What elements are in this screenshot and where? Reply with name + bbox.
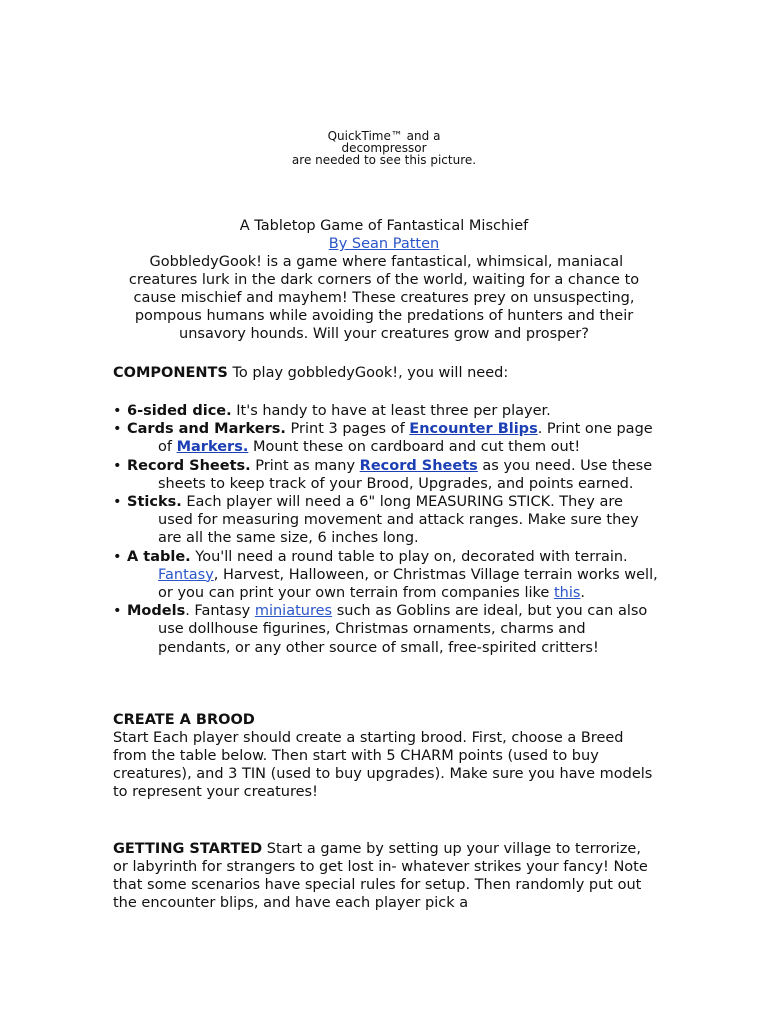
fantasy-link[interactable]: Fantasy (158, 566, 214, 583)
intro-text: GobbledyGook! is a game where fantastical, whimsical, maniacal creatures lurk in the dark corners of the world, waiting for a chance to cause mischief and mayhem! These creatures prey on unsuspecting, pompous humans while avoiding the predations of hunters and their unsavory hounds. Will your creatures grow and prosper? (128, 254, 640, 342)
item-label: A table. (127, 548, 191, 565)
list-item-models (113, 602, 658, 657)
list-item-record-sheets (113, 457, 658, 493)
markers-link[interactable]: Markers. (176, 439, 249, 456)
item-text: as you need. Use these sheets to keep track of your Brood, Upgrades, and points earned. (158, 457, 653, 492)
item-label: Models (127, 603, 186, 620)
item-label: Cards and Markers. (127, 421, 286, 438)
subtitle: A Tabletop Game of Fantastical Mischief (239, 218, 529, 234)
item-label: Sticks. (127, 494, 182, 511)
item-text: Each player will need a 6" long MEASURING STICK. They are used for measuring movement and attack ranges. Make sure they are all the same size, 6 inches long. (158, 494, 639, 547)
create-brood-heading: CREATE A BROOD (113, 712, 255, 728)
item-text: Print as many (250, 457, 360, 474)
item-text: such as Goblins are ideal, but you can also use dollhouse figurines, Christmas ornaments, charms and pendants, or any other source of small, free-spirited critters! (158, 603, 648, 656)
item-text: . Fantasy (185, 603, 255, 620)
encounter-blips-link[interactable]: Encounter Blips (409, 421, 538, 438)
item-text: . (580, 585, 586, 602)
item-text: It's handy to have at least three per player. (231, 403, 551, 419)
components-heading: COMPONENTS (113, 365, 228, 381)
item-text: . Print one page of (158, 421, 653, 456)
quicktime-line-3: are needed to see this picture. (291, 153, 477, 167)
list-item-dice (113, 402, 658, 420)
list-item-table (113, 548, 658, 603)
quicktime-placeholder (0, 130, 768, 166)
list-item-sticks (113, 493, 658, 548)
quicktime-line-2: decompressor (341, 141, 427, 155)
intro-paragraph (110, 253, 658, 343)
record-sheets-link[interactable]: Record Sheets (359, 457, 478, 474)
item-text: , Harvest, Halloween, or Christmas Village terrain works well, or you can print your own terrain from companies like (158, 566, 658, 602)
components-list (113, 402, 658, 657)
create-brood-section (113, 711, 658, 801)
getting-started-section (113, 840, 658, 912)
list-item-cards (113, 420, 658, 456)
author-line (110, 235, 658, 253)
miniatures-link[interactable]: miniatures (254, 603, 333, 620)
getting-started-text: Start a game by setting up your village to terrorize, or labyrinth for strangers to get lost in- whatever strikes your fancy! Note that some scenarios have special rules for setup. Then randomly put out the encounter blips, and have each player pick a (113, 841, 648, 911)
quicktime-line-1: QuickTime™ and a (327, 129, 441, 143)
item-text: You'll need a round table to play on, decorated with terrain. (190, 548, 628, 565)
create-brood-text: Start Each player should create a starting brood. First, choose a Breed from the table below. Then start with 5 CHARM points (used to buy creatures), and 3 TIN (used to buy upgrades). Make sure you have models to represent your creatures! (113, 730, 653, 800)
components-intro: To play gobbledyGook!, you will need: (227, 365, 509, 381)
getting-started-heading: GETTING STARTED (113, 841, 263, 857)
item-label: 6-sided dice. (127, 403, 232, 419)
components-section (113, 364, 658, 382)
author-link[interactable]: By Sean Patten (328, 236, 440, 252)
this-link[interactable]: this (553, 585, 581, 602)
item-text: Print 3 pages of (285, 421, 410, 438)
item-label: Record Sheets. (127, 457, 251, 474)
item-text: Mount these on cardboard and cut them out! (248, 439, 581, 456)
